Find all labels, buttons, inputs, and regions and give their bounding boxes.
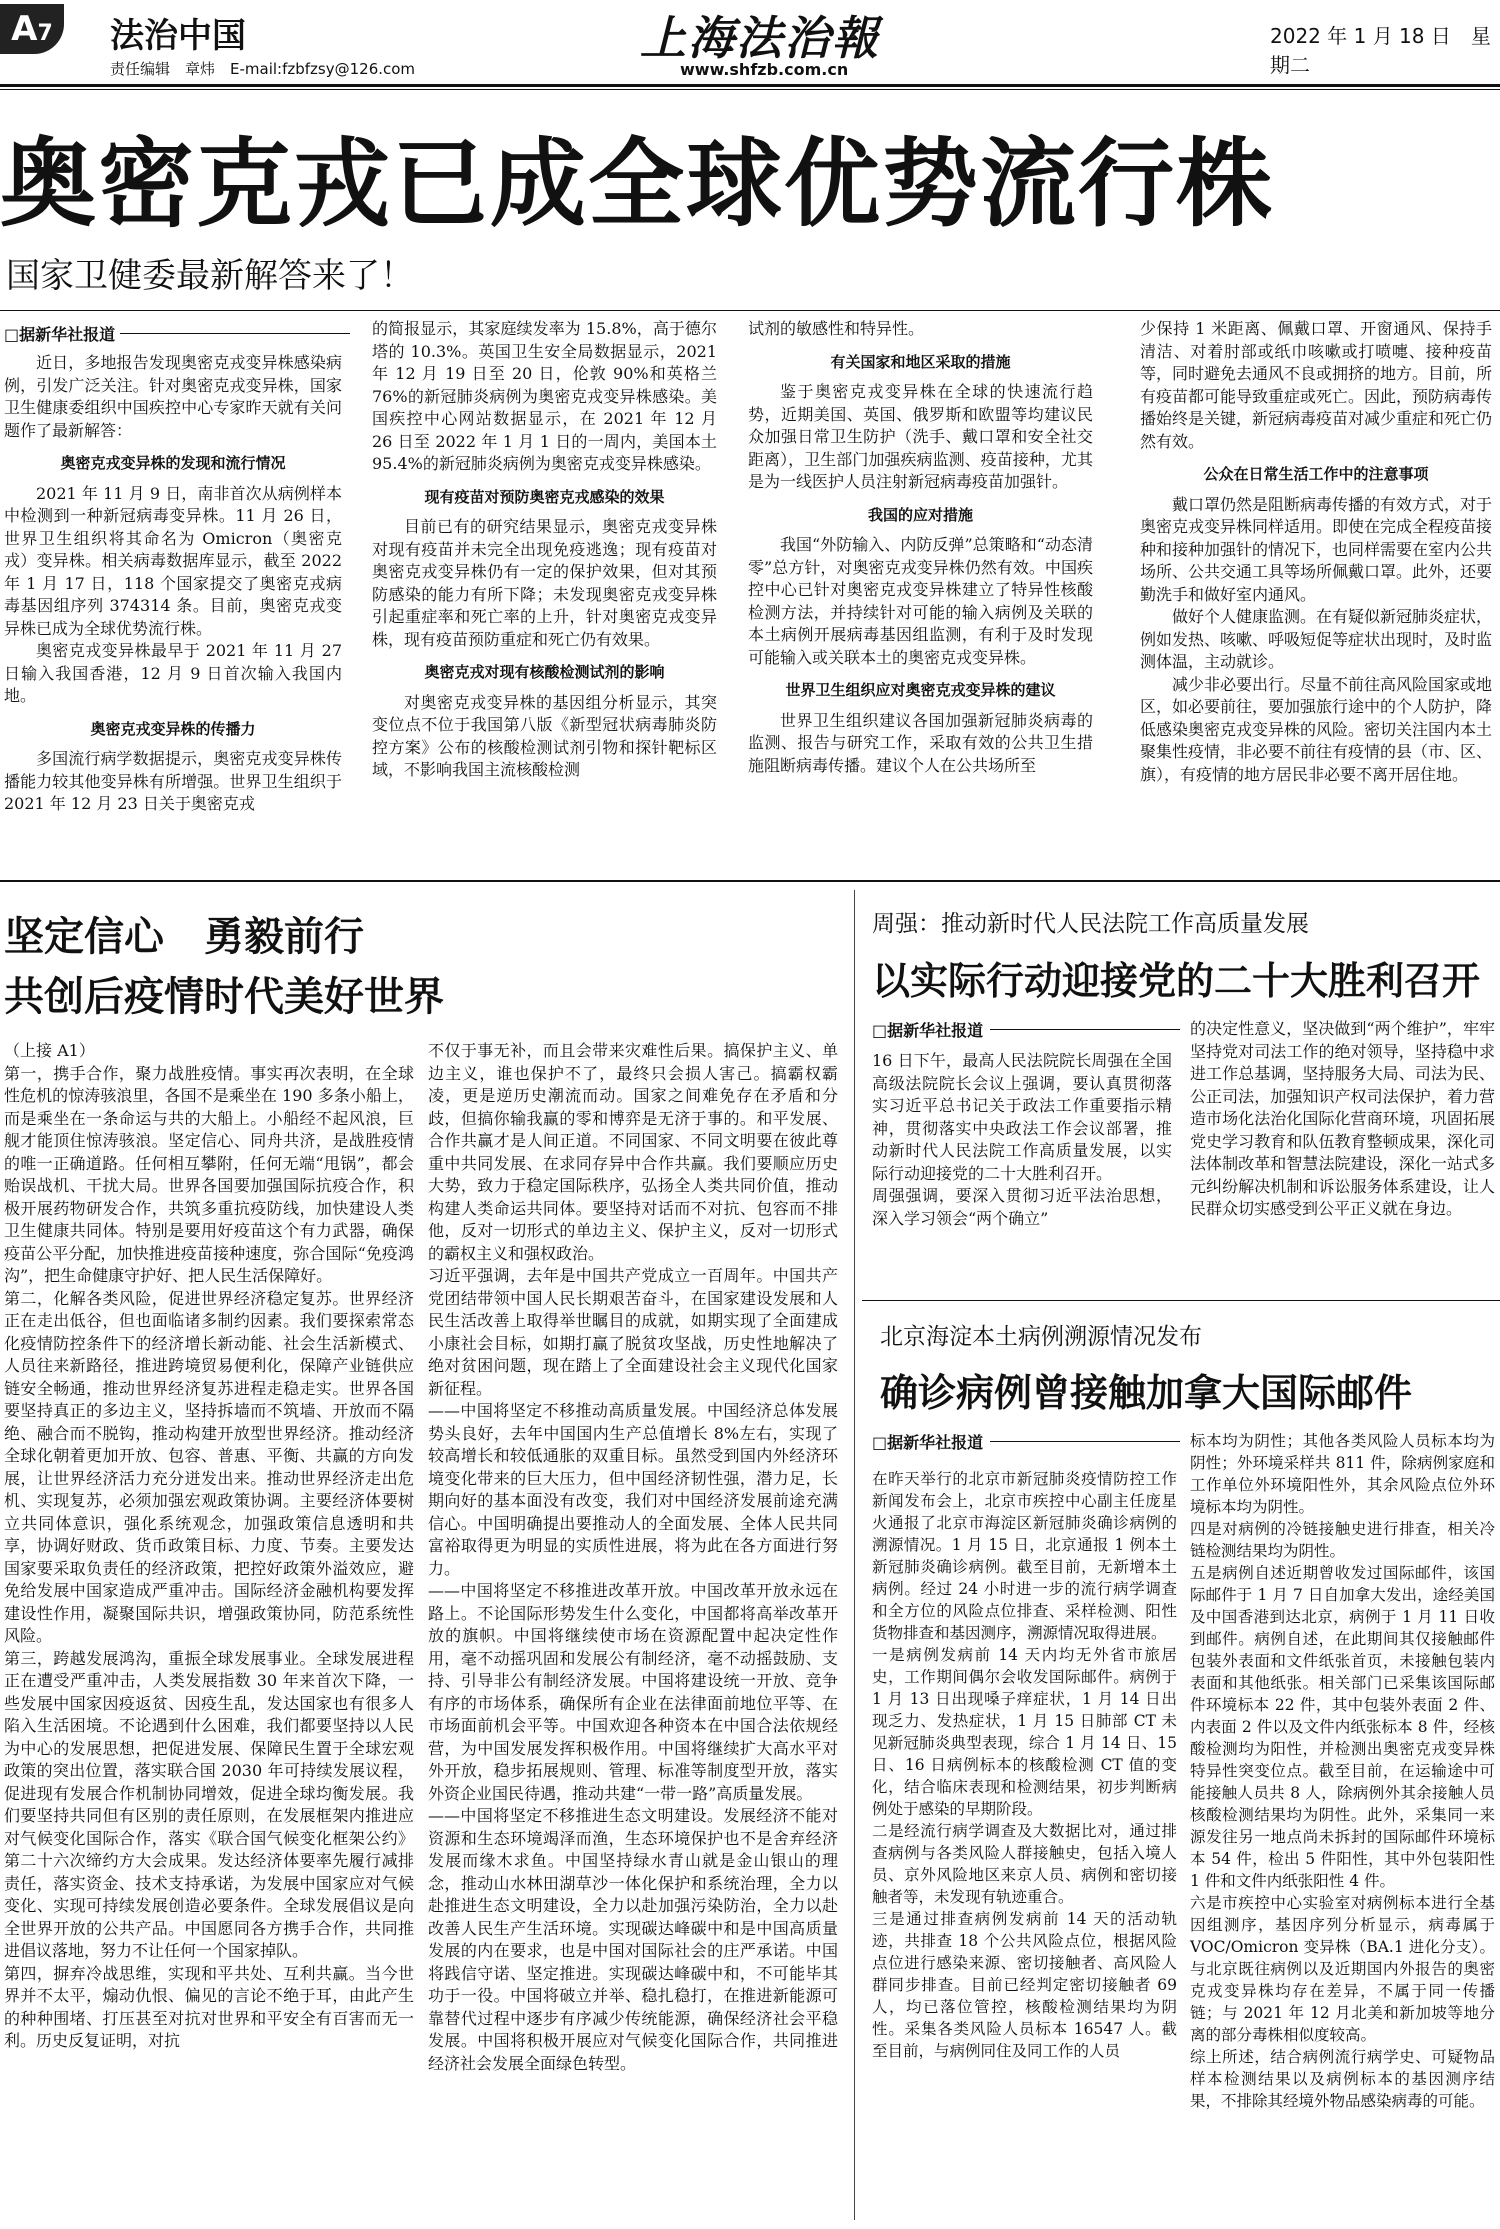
section-rule: [0, 880, 1500, 882]
subheading: 奥密克戎变异株的传播力: [90, 719, 256, 738]
story4-source: □据新华社报道: [872, 1433, 984, 1452]
subheading: 奥密克戎对现有核酸检测试剂的影响: [424, 663, 665, 681]
story3-title: 以实际行动迎接党的二十大胜利召开: [872, 959, 1481, 1003]
subheading: 公众在日常生活工作中的注意事项: [1203, 465, 1429, 483]
paragraph: 目前已有的研究结果显示，奥密克戎变异株对现有疫苗并未完全出现免疫逃逸；现有疫苗对奥密克戎变异株仍有一定的保护效果，但对其预防感染的能力有所下降；未发现奥密克戎变异株引起重症率和死亡率的上升，针对奥密克戎变异株，现有疫苗预防重症和死亡仍有效果。: [372, 517, 717, 649]
header-rule: [0, 84, 1500, 87]
subheading: 有关国家和地区采取的措施: [830, 352, 1011, 371]
paragraph: 我国“外防输入、内防反弹”总策略和“动态清零”总方针，对奥密克戎变异株仍然有效。中国疾控中心已针对奥密克戎变异株建立了特异性核酸检测方法，并持续针对可能的输入病例及关联的本土病例开展病毒基因组监测，有利于及时发现可能输入或关联本土的奥密克戎变异株。: [748, 535, 1093, 667]
subheading: 我国的应对措施: [867, 505, 973, 524]
lead-source: □据新华社报道: [4, 325, 116, 344]
paragraph: 做好个人健康监测。在有疑似新冠肺炎症状，例如发热、咳嗽、呼吸短促等症状出现时，及时监测体温，主动就诊。: [1140, 607, 1493, 671]
paragraph: 世界卫生组织建议各国加强新冠肺炎病毒的监测、报告与研究工作，采取有效的公共卫生措施阻断病毒传播。建议个人在公共场所至: [748, 710, 1093, 775]
newspaper-url: www.shfzb.com.cn: [680, 60, 849, 79]
lead-column-4: [1140, 318, 1492, 786]
story3-kicker: 周强：推动新时代人民法院工作高质量发展: [872, 911, 1309, 937]
page-number: 7: [37, 21, 53, 46]
lead-column-2: [372, 318, 717, 782]
paragraph: 多国流行病学数据提示，奥密克戎变异株传播能力较其他变异株有所增强。世界卫生组织于 2021 年 12 月 23 日关于奥密克戎: [4, 749, 342, 813]
paragraph: 戴口罩仍然是阻断病毒传播的有效方式，对于奥密克戎变异株同样适用。即使在完成全程疫苗接种和接种加强针的情况下，也同样需要在室内公共场所、公共交通工具等场所佩戴口罩。此外，还要勤洗手和做好室内通风。: [1140, 494, 1493, 604]
issue-date: 2022 年 1 月 18 日 星期二: [1270, 24, 1491, 77]
story4-column-1: 在昨天举行的北京市新冠肺炎疫情防控工作新闻发布会上，北京市疾控中心副主任庞星火通报了北京市海淀区新冠肺炎确诊病例的溯源情况。1 月 15 日，北京通报 1 例本土新冠肺炎确诊病例。截至目前，无新增本土病例。经过 24 小时进一步的流行病学调查和全方位的风险点位排查、采样检测、阳性货物排查和基因测序，溯源情况取得进展。 一是病例发病前 14 天内均无外省市旅居史，工作期间偶尔会收发国际邮件。病例于 1 月 13 日出现嗓子痒症状，1 月 14 日出现乏力、发热症状，1 月 15 日肺部 CT 未见新冠肺炎典型表现，综合 1 月 14 日、15 日、16 日病例标本的核酸检测 CT 值的变化，结合临床表现和检测结果，初步判断病例处于感染的早期阶段。 二是经流行病学调查及大数据比对，通过排查病例与各类风险人群接触史，包括入境人员、京外风险地区来京人员、病例和密切接触者等，未发现有轨迹重合。 三是通过排查病例发病前 14 天的活动轨迹，共排查 18 个公共风险点位，根据风险点位进行感染来源、密切接触者、高风险人群同步排查。目前已经判定密切接触者 69 人，均已落位管控，核酸检测结果均为阴性。采集各类风险人员标本 16547 人。截至目前，与病例同住及同工作的人员: [872, 1470, 1177, 2060]
subheading: 奥密克戎变异株的发现和流行情况: [60, 454, 286, 472]
subheading: 现有疫苗对预防奥密克戎感染的效果: [424, 487, 665, 506]
source-rule: [990, 1441, 1180, 1442]
source-rule: [990, 1029, 1180, 1030]
header-rule-thin: [0, 89, 1500, 90]
story2-title-line1: 坚定信心 勇毅前行: [4, 914, 364, 960]
lead-headline: 奥密克戎已成全球优势流行株: [0, 128, 1274, 240]
paragraph: 的简报显示，其家庭续发率为 15.8%，高于德尔塔的 10.3%。英国卫生安全局数据显示，2021 年 12 月 19 日至 20 日，伦敦 90%和英格兰 76%的新冠肺炎病例为奥密克戎变异株感染。美国疾控中心网站数据显示，在 2021 年 12 月 26 日至 2022 年 1 月 1 日的一周内，美国本土 95.4%的新冠肺炎病例为奥密克戎变异株感染。: [372, 319, 717, 473]
lead-rule: [0, 310, 1500, 311]
lead-column-1: [4, 352, 342, 816]
section-rule: [862, 1300, 1500, 1301]
story3-column-2: 的决定性意义，坚决做到“两个维护”，牢牢坚持党对司法工作的绝对领导，坚持稳中求进工作总基调，坚持服务大局、司法为民、公正司法，加强知识产权司法保护，着力营造市场化法治化国际化营商环境，巩固拓展党史学习教育和队伍教育整顿成果，深化司法体制改革和智慧法院建设，深化一站式多元纠纷解决机制和诉讼服务体系建设，让人民群众切实感受到公平正义就在身边。: [1190, 1019, 1495, 1218]
paragraph: 近日，多地报告发现奥密克戎变异株感染病例，引发广泛关注。针对奥密克戎变异株，国家卫生健康委组织中国疾控中心专家昨天就有关问题作了最新解答：: [4, 353, 342, 440]
lead-column-3: [748, 318, 1093, 777]
story3-source: □据新华社报道: [872, 1021, 984, 1040]
page-letter: A: [11, 9, 38, 49]
story2-title-line2: 共创后疫情时代美好世界: [4, 974, 444, 1020]
paragraph: 2021 年 11 月 9 日，南非首次从病例样本中检测到一种新冠病毒变异株。11 月 26 日，世界卫生组织将其命名为 Omicron（奥密克戎）变异株。相关病毒数据库显示，截至 2022 年 1 月 17 日，118 个国家提交了奥密克戎病毒基因组序列 374314 条。目前，奥密克戎变异株已成为全球优势流行株。: [4, 483, 342, 638]
subheading: 世界卫生组织应对奥密克戎变异株的建议: [785, 681, 1056, 699]
paragraph: 奥密克戎变异株最早于 2021 年 11 月 27 日输入我国香港，12 月 9 日首次输入我国内地。: [4, 641, 342, 705]
story4-kicker: 北京海淀本土病例溯源情况发布: [880, 1324, 1202, 1350]
story3-column-1: 16 日下午，最高人民法院院长周强在全国高级法院院长会议上强调，要认真贯彻落实习近平总书记关于政法工作重要指示精神，贯彻落实中央政法工作会议部署，推动新时代人民法院工作高质量发展，以实际行动迎接党的二十大胜利召开。 周强强调，要深入贯彻习近平法治思想，深入学习领会“两个确立”: [872, 1051, 1172, 1228]
source-rule: [120, 333, 350, 334]
lead-subhead: 国家卫健委最新解答来了！: [6, 256, 414, 296]
story4-title: 确诊病例曾接触加拿大国际邮件: [880, 1371, 1413, 1415]
paragraph: 鉴于奥密克戎变异株在全球的快速流行趋势，近期美国、英国、俄罗斯和欧盟等均建议民众加强日常卫生防护（洗手、戴口罩和安全社交距离），卫生部门加强疾病监测、疫苗接种，尤其是为一线医护人员注射新冠病毒疫苗加强针。: [748, 382, 1093, 491]
paragraph: 对奥密克戎变异株的基因组分析显示，其突变位点不位于我国第八版《新型冠状病毒肺炎防控方案》公布的核酸检测试剂引物和探针靶标区域，不影响我国主流核酸检测: [372, 692, 717, 779]
story2-column-2: 不仅于事无补，而且会带来灾难性后果。搞保护主义、单边主义，谁也保护不了，最终只会损人害己。搞霸权霸凌，更是逆历史潮流而动。国家之间难免存在矛盾和分歧，但搞你输我赢的零和博弈是无济于事的。和平发展、合作共赢才是人间正道。不同国家、不同文明要在彼此尊重中共同发展、在求同存异中合作共赢。我们要顺应历史大势，致力于稳定国际秩序，弘扬全人类共同价值，推动构建人类命运共同体。要坚持对话而不对抗、包容而不排他，反对一切形式的单边主义、保护主义，反对一切形式的霸权主义和强权政治。 习近平强调，去年是中国共产党成立一百周年。中国共产党团结带领中国人民长期艰苦奋斗，在国家建设发展和人民生活改善上取得举世瞩目的成就，如期实现了全面建成小康社会目标，如期打赢了脱贫攻坚战，历史性地解决了绝对贫困问题，现在踏上了全面建设社会主义现代化国家新征程。 ——中国将坚定不移推动高质量发展。中国经济总体发展势头良好，去年中国国内生产总值增长 8%左右，实现了较高增长和较低通胀的双重目标。虽然受到国内外经济环境变化带来的巨大压力，但中国经济韧性强，潜力足，长期向好的基本面没有改变，我们对中国经济发展前途充满信心。中国明确提出要推动人的全面发展、全体人民共同富裕取得更为明显的实质性进展，将为此在各方面进行努力。 ——中国将坚定不移推进改革开放。中国改革开放永远在路上。不论国际形势发生什么变化，中国都将高举改革开放的旗帜。中国将继续使市场在资源配置中起决定性作用，毫不动摇巩固和发展公有制经济，毫不动摇鼓励、支持、引导非公有制经济发展。中国将建设统一开放、竞争有序的市场体系，确保所有企业在法律面前地位平等、在市场面前机会平等。中国欢迎各种资本在中国合法依规经营，为中国发展发挥积极作用。中国将继续扩大高水平对外开放，稳步拓展规则、管理、标准等制度型开放，落实外资企业国民待遇，推动共建“一带一路”高质量发展。 ——中国将坚定不移推进生态文明建设。发展经济不能对资源和生态环境竭泽而渔，生态环境保护也不是舍弃经济发展而缘木求鱼。中国坚持绿水青山就是金山银山的理念，推动山水林田湖草沙一体化保护和系统治理，全力以赴推进生态文明建设，全力以赴加强污染防治，全力以赴改善人民生产生活环境。实现碳达峰碳中和是中国高质量发展的内在要求，也是中国对国际社会的庄严承诺。中国将践信守诺、坚定推进。实现碳达峰碳中和，不可能毕其功于一役。中国将破立并举、稳扎稳打，在推进新能源可靠替代过程中逐步有序减少传统能源，确保经济社会平稳发展。中国将积极开展应对气候变化国际合作，共同推进经济社会发展全面绿色转型。: [428, 1041, 838, 2073]
paragraph: 试剂的敏感性和特异性。: [748, 319, 925, 338]
paragraph: 减少非必要出行。尽量不前往高风险国家或地区，如必要前往，要加强旅行途中的个人防护，降低感染奥密克戎变异株的风险。密切关注国内本土聚集性疫情，非必要不前往有疫情的县（市、区、旗），有疫情的地方居民非必要不离开居住地。: [1140, 674, 1493, 784]
story2-column-1: （上接 A1） 第一，携手合作，聚力战胜疫情。事实再次表明，在全球性危机的惊涛骇浪里，各国不是乘坐在 190 多条小船上，而是乘坐在一条命运与共的大船上。小船经不起风浪，巨舰才能顶住惊涛骇浪。坚定信心、同舟共济，是战胜疫情的唯一正确道路。任何相互攀附，任何无端“甩锅”，都会贻误战机、干扰大局。世界各国要加强国际抗疫合作，积极开展药物研发合作，共筑多重抗疫防线，加快建设人类卫生健康共同体。特别是要用好疫苗这个有力武器，确保疫苗公平分配，加快推进疫苗接种速度，弥合国际“免疫鸿沟”，把生命健康守护好、把人民生活保障好。 第二，化解各类风险，促进世界经济稳定复苏。世界经济正在走出低谷，但也面临诸多制约因素。我们要探索常态化疫情防控条件下的经济增长新动能、社会生活新模式、人员往来新路径，推进跨境贸易便利化，保障产业链供应链安全畅通，推动世界经济复苏进程走稳走实。世界各国要坚持真正的多边主义，坚持拆墙而不筑墙、开放而不隔绝、融合而不脱钩，推动构建开放型世界经济。推动经济全球化朝着更加开放、包容、普惠、平衡、共赢的方向发展，让世界经济活力充分迸发出来。推动世界经济走出危机、实现复苏，必须加强宏观政策协调。主要经济体要树立共同体意识，强化系统观念，加强政策信息透明和共享，协调好财政、货币政策目标、力度、节奏。主要发达国家要采取负责任的经济政策，把控好政策外溢效应，避免给发展中国家造成严重冲击。国际经济金融机构要发挥建设性作用，凝聚国际共识，增强政策协同，防范系统性风险。 第三，跨越发展鸿沟，重振全球发展事业。全球发展进程正在遭受严重冲击，人类发展指数 30 年来首次下降，一些发展中国家因疫返贫、因疫生乱，发达国家也有很多人陷入生活困境。不论遇到什么困难，我们都要坚持以人民为中心的发展思想，把促进发展、保障民生置于全球宏观政策的突出位置，落实联合国 2030 年可持续发展议程，促进现有发展合作机制协同增效，促进全球均衡发展。我们要坚持共同但有区别的责任原则，在发展框架内推进应对气候变化国际合作，落实《联合国气候变化框架公约》第二十六次缔约方大会成果。发达经济体要率先履行减排责任，落实资金、技术支持承诺，为发展中国家应对气候变化、实现可持续发展创造必要条件。全球发展倡议是向全世界开放的公共产品。中国愿同各方携手合作，共同推进倡议落地，努力不让任何一个国家掉队。 第四，摒弃冷战思维，实现和平共处、互利共赢。当今世界并不太平，煽动仇恨、偏见的言论不绝于耳，由此产生的种种围堵、打压甚至对抗对世界和平安全有百害而无一利。历史反复证明，对抗: [4, 1041, 414, 2050]
story4-column-2: 标本均为阴性；其他各类风险人员标本均为阴性；外环境采样共 811 件，除病例家庭和工作单位外环境阳性外，其余风险点位外环境标本均为阴性。 四是对病例的冷链接触史进行排查，相关冷链检测结果均为阴性。 五是病例自述近期曾收发过国际邮件，该国际邮件于 1 月 7 日自加拿大发出，途经美国及中国香港到达北京，病例于 1 月 11 日收到邮件。病例自述，在此期间其仅接触邮件包装外表面和文件纸张首页，未接触包装内表面和其他纸张。相关部门已采集该国际邮件环境标本 22 件，其中包装外表面 2 件、内表面 2 件以及文件内纸张标本 8 件，经核酸检测均为阳性，并检测出奥密克戎变异株特异性突变位点。截至目前，在运输途中可能接触人员共 8 人，除病例外其余接触人员核酸检测结果均为阴性。此外，采集同一来源发往另一地点尚未拆封的国际邮件环境标本 54 件，检出 5 件阳性，其中外包装阳性 1 件和文件内纸张阳性 4 件。 六是市疾控中心实验室对病例标本进行全基因组测序，基因序列分析显示，病毒属于 VOC/Omicron 变异株（BA.1 进化分支）。与北京既往病例以及近期国内外报告的奥密克戎变异株均存在差异，不属于同一传播链；与 2021 年 12 月北美和新加坡等地分离的部分毒株相似度较高。 综上所述，结合病例流行病学史、可疑物品样本检测结果以及病例标本的基因测序结果，不排除其经境外物品感染病毒的可能。: [1190, 1432, 1495, 2110]
newspaper-masthead: 上海法治報: [640, 11, 880, 65]
page-number-badge: [0, 4, 64, 54]
section-title: 法治中国: [110, 16, 246, 56]
column-divider: [854, 890, 855, 2220]
paragraph: 少保持 1 米距离、佩戴口罩、开窗通风、保持手清洁、对着肘部或纸巾咳嗽或打喷嚏、接种疫苗等，同时避免去通风不良或拥挤的地方。目前，所有疫苗都可能导致重症或死亡。因此，预防病毒传播始终是关键，新冠病毒疫苗对减少重症和死亡仍然有效。: [1140, 319, 1493, 451]
editor-line: 责任编辑 章炜 E-mail:fzbfzsy@126.com: [110, 60, 416, 78]
